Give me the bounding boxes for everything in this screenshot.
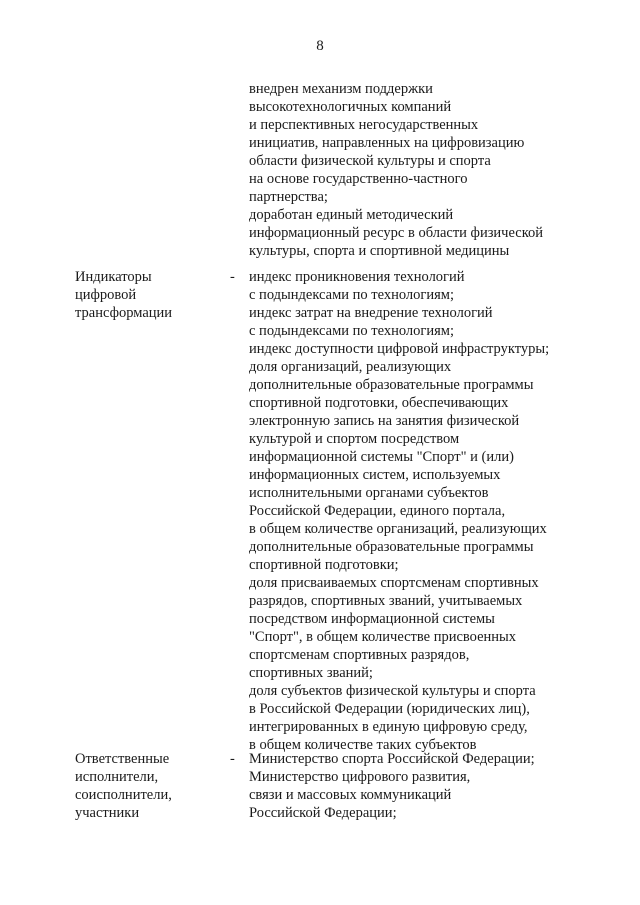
text-line: спортивной подготовки, обеспечивающих bbox=[249, 395, 509, 411]
text-line: партнерства; bbox=[249, 189, 328, 205]
continuation-text bbox=[249, 80, 579, 260]
section-dash: - bbox=[230, 751, 235, 767]
text-line: связи и массовых коммуникаций bbox=[249, 787, 452, 803]
text-line: в общем количестве организаций, реализующих bbox=[249, 521, 547, 537]
label-line: Индикаторы bbox=[75, 269, 152, 285]
text-line: информационный ресурс в области физической bbox=[249, 225, 544, 241]
text-line: посредством информационной системы bbox=[249, 611, 495, 627]
text-line: культуры, спорта и спортивной медицины bbox=[249, 243, 510, 259]
text-line: внедрен механизм поддержки bbox=[249, 81, 433, 97]
text-line: инициатив, направленных на цифровизацию bbox=[249, 135, 525, 151]
text-line: спортивной подготовки; bbox=[249, 557, 399, 573]
text-line: Министерство цифрового развития, bbox=[249, 769, 471, 785]
text-line: области физической культуры и спорта bbox=[249, 153, 491, 169]
text-line: интегрированных в единую цифровую среду, bbox=[249, 719, 528, 735]
label-line: исполнители, bbox=[75, 769, 159, 785]
text-line: доля организаций, реализующих bbox=[249, 359, 452, 375]
text-line: дополнительные образовательные программы bbox=[249, 377, 534, 393]
text-line: индекс проникновения технологий bbox=[249, 269, 465, 285]
label-line: соисполнители, bbox=[75, 787, 172, 803]
text-line: с подындексами по технологиям; bbox=[249, 287, 454, 303]
text-line: в общем количестве таких субъектов bbox=[249, 737, 477, 753]
text-line: доля субъектов физической культуры и спорта bbox=[249, 683, 536, 699]
label-line: цифровой bbox=[75, 287, 137, 303]
section-label bbox=[75, 268, 220, 322]
section-dash: - bbox=[230, 269, 235, 285]
text-line: на основе государственно-частного bbox=[249, 171, 468, 187]
label-line: Ответственные bbox=[75, 751, 170, 767]
section-content bbox=[249, 750, 579, 822]
text-line: Российской Федерации, единого портала, bbox=[249, 503, 506, 519]
text-line: Министерство спорта Российской Федерации; bbox=[249, 751, 535, 767]
text-line: разрядов, спортивных званий, учитываемых bbox=[249, 593, 523, 609]
section-content bbox=[249, 268, 579, 754]
label-line: участники bbox=[75, 805, 140, 821]
section-label bbox=[75, 750, 220, 822]
text-line: спортивных званий; bbox=[249, 665, 373, 681]
text-line: доля присваиваемых спортсменам спортивных bbox=[249, 575, 539, 591]
text-line: исполнительными органами субъектов bbox=[249, 485, 489, 501]
label-line: трансформации bbox=[75, 305, 173, 321]
text-line: информационной системы "Спорт" и (или) bbox=[249, 449, 514, 465]
page-number: 8 bbox=[316, 38, 324, 54]
text-line: "Спорт", в общем количестве присвоенных bbox=[249, 629, 517, 645]
text-line: культурой и спортом посредством bbox=[249, 431, 460, 447]
text-line: электронную запись на занятия физической bbox=[249, 413, 520, 429]
text-line: индекс затрат на внедрение технологий bbox=[249, 305, 493, 321]
text-line: индекс доступности цифровой инфраструктуры; bbox=[249, 341, 550, 357]
text-line: спортсменам спортивных разрядов, bbox=[249, 647, 470, 663]
text-line: Российской Федерации; bbox=[249, 805, 397, 821]
text-line: с подындексами по технологиям; bbox=[249, 323, 454, 339]
text-line: высокотехнологичных компаний bbox=[249, 99, 452, 115]
text-line: дополнительные образовательные программы bbox=[249, 539, 534, 555]
text-line: информационных систем, используемых bbox=[249, 467, 501, 483]
text-line: и перспективных негосударственных bbox=[249, 117, 479, 133]
text-line: в Российской Федерации (юридических лиц), bbox=[249, 701, 530, 717]
text-line: доработан единый методический bbox=[249, 207, 454, 223]
